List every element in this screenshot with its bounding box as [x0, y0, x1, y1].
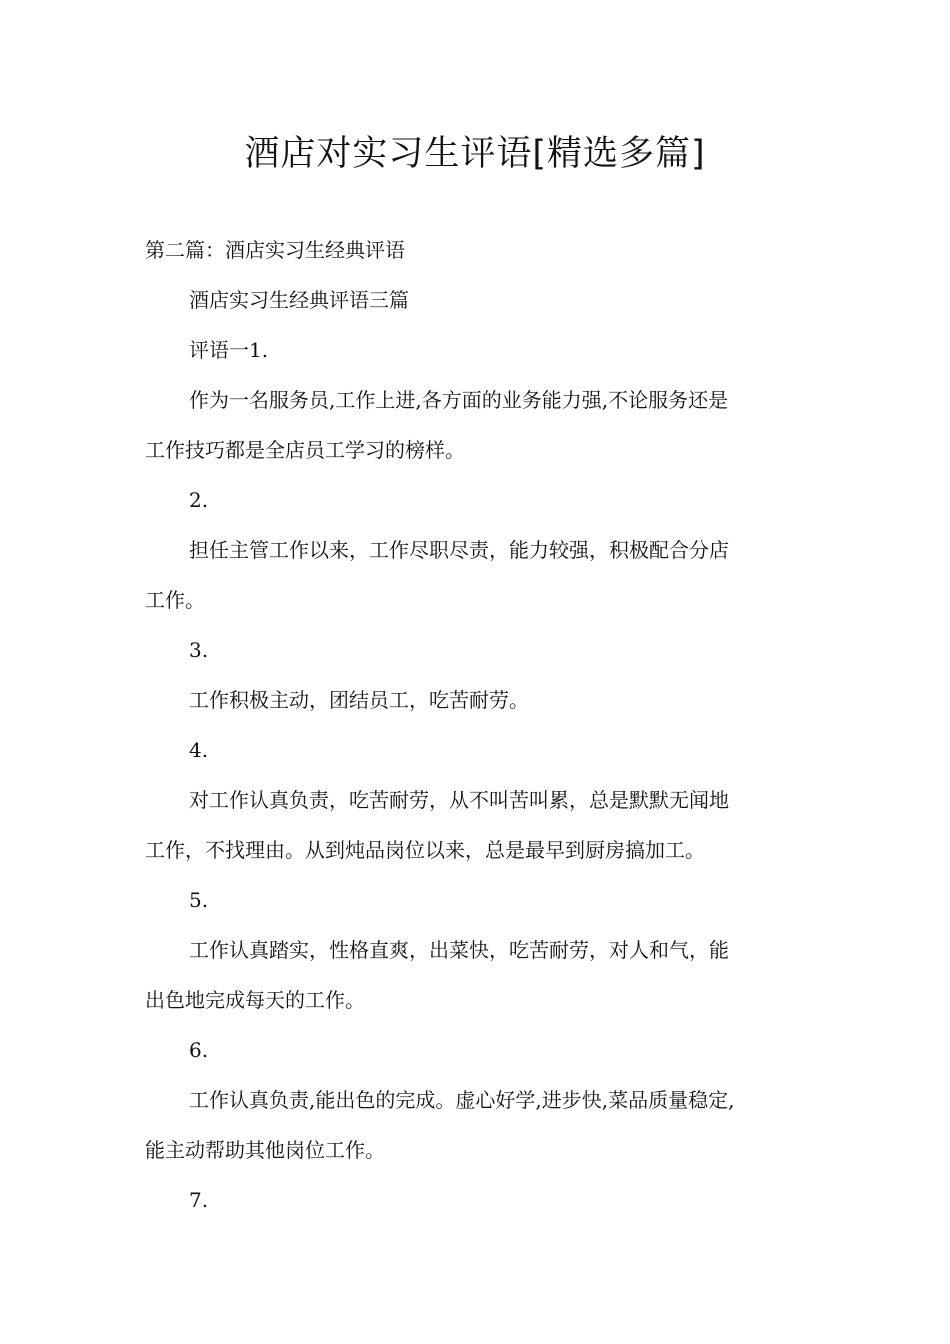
body-line: 工作积极主动，团结员工，吃苦耐劳。 [189, 688, 529, 712]
body-line: 评语一1. [189, 338, 269, 362]
body-line: 对工作认真负责，吃苦耐劳，从不叫苦叫累，总是默默无闻地 [189, 788, 729, 812]
body-line: 作为一名服务员,工作上进,各方面的业务能力强,不论服务还是 [189, 388, 729, 412]
body-line: 工作技巧都是全店员工学习的榜样。 [145, 438, 465, 462]
document-title: 酒店对实习生评语[精选多篇] [244, 134, 706, 174]
body-line: 担任主管工作以来，工作尽职尽责，能力较强，积极配合分店 [189, 538, 729, 562]
body-line: 4. [189, 738, 209, 762]
body-line: 3. [189, 638, 209, 662]
body-line: 7. [189, 1188, 209, 1212]
body-line: 工作认真负责,能出色的完成。虚心好学,进步快,菜品质量稳定, [189, 1088, 735, 1112]
body-line: 工作。 [145, 588, 205, 612]
body-line: 酒店实习生经典评语三篇 [189, 288, 409, 312]
body-line: 第二篇：酒店实习生经典评语 [145, 238, 405, 262]
body-line: 能主动帮助其他岗位工作。 [145, 1138, 385, 1162]
body-line: 5. [189, 888, 209, 912]
document-body [145, 225, 815, 1225]
body-line: 出色地完成每天的工作。 [145, 988, 365, 1012]
body-line: 工作，不找理由。从到炖品岗位以来，总是最早到厨房搞加工。 [145, 838, 705, 862]
body-line: 2. [189, 488, 209, 512]
body-line: 工作认真踏实，性格直爽，出菜快，吃苦耐劳，对人和气，能 [189, 938, 729, 962]
body-line: 6. [189, 1038, 209, 1062]
